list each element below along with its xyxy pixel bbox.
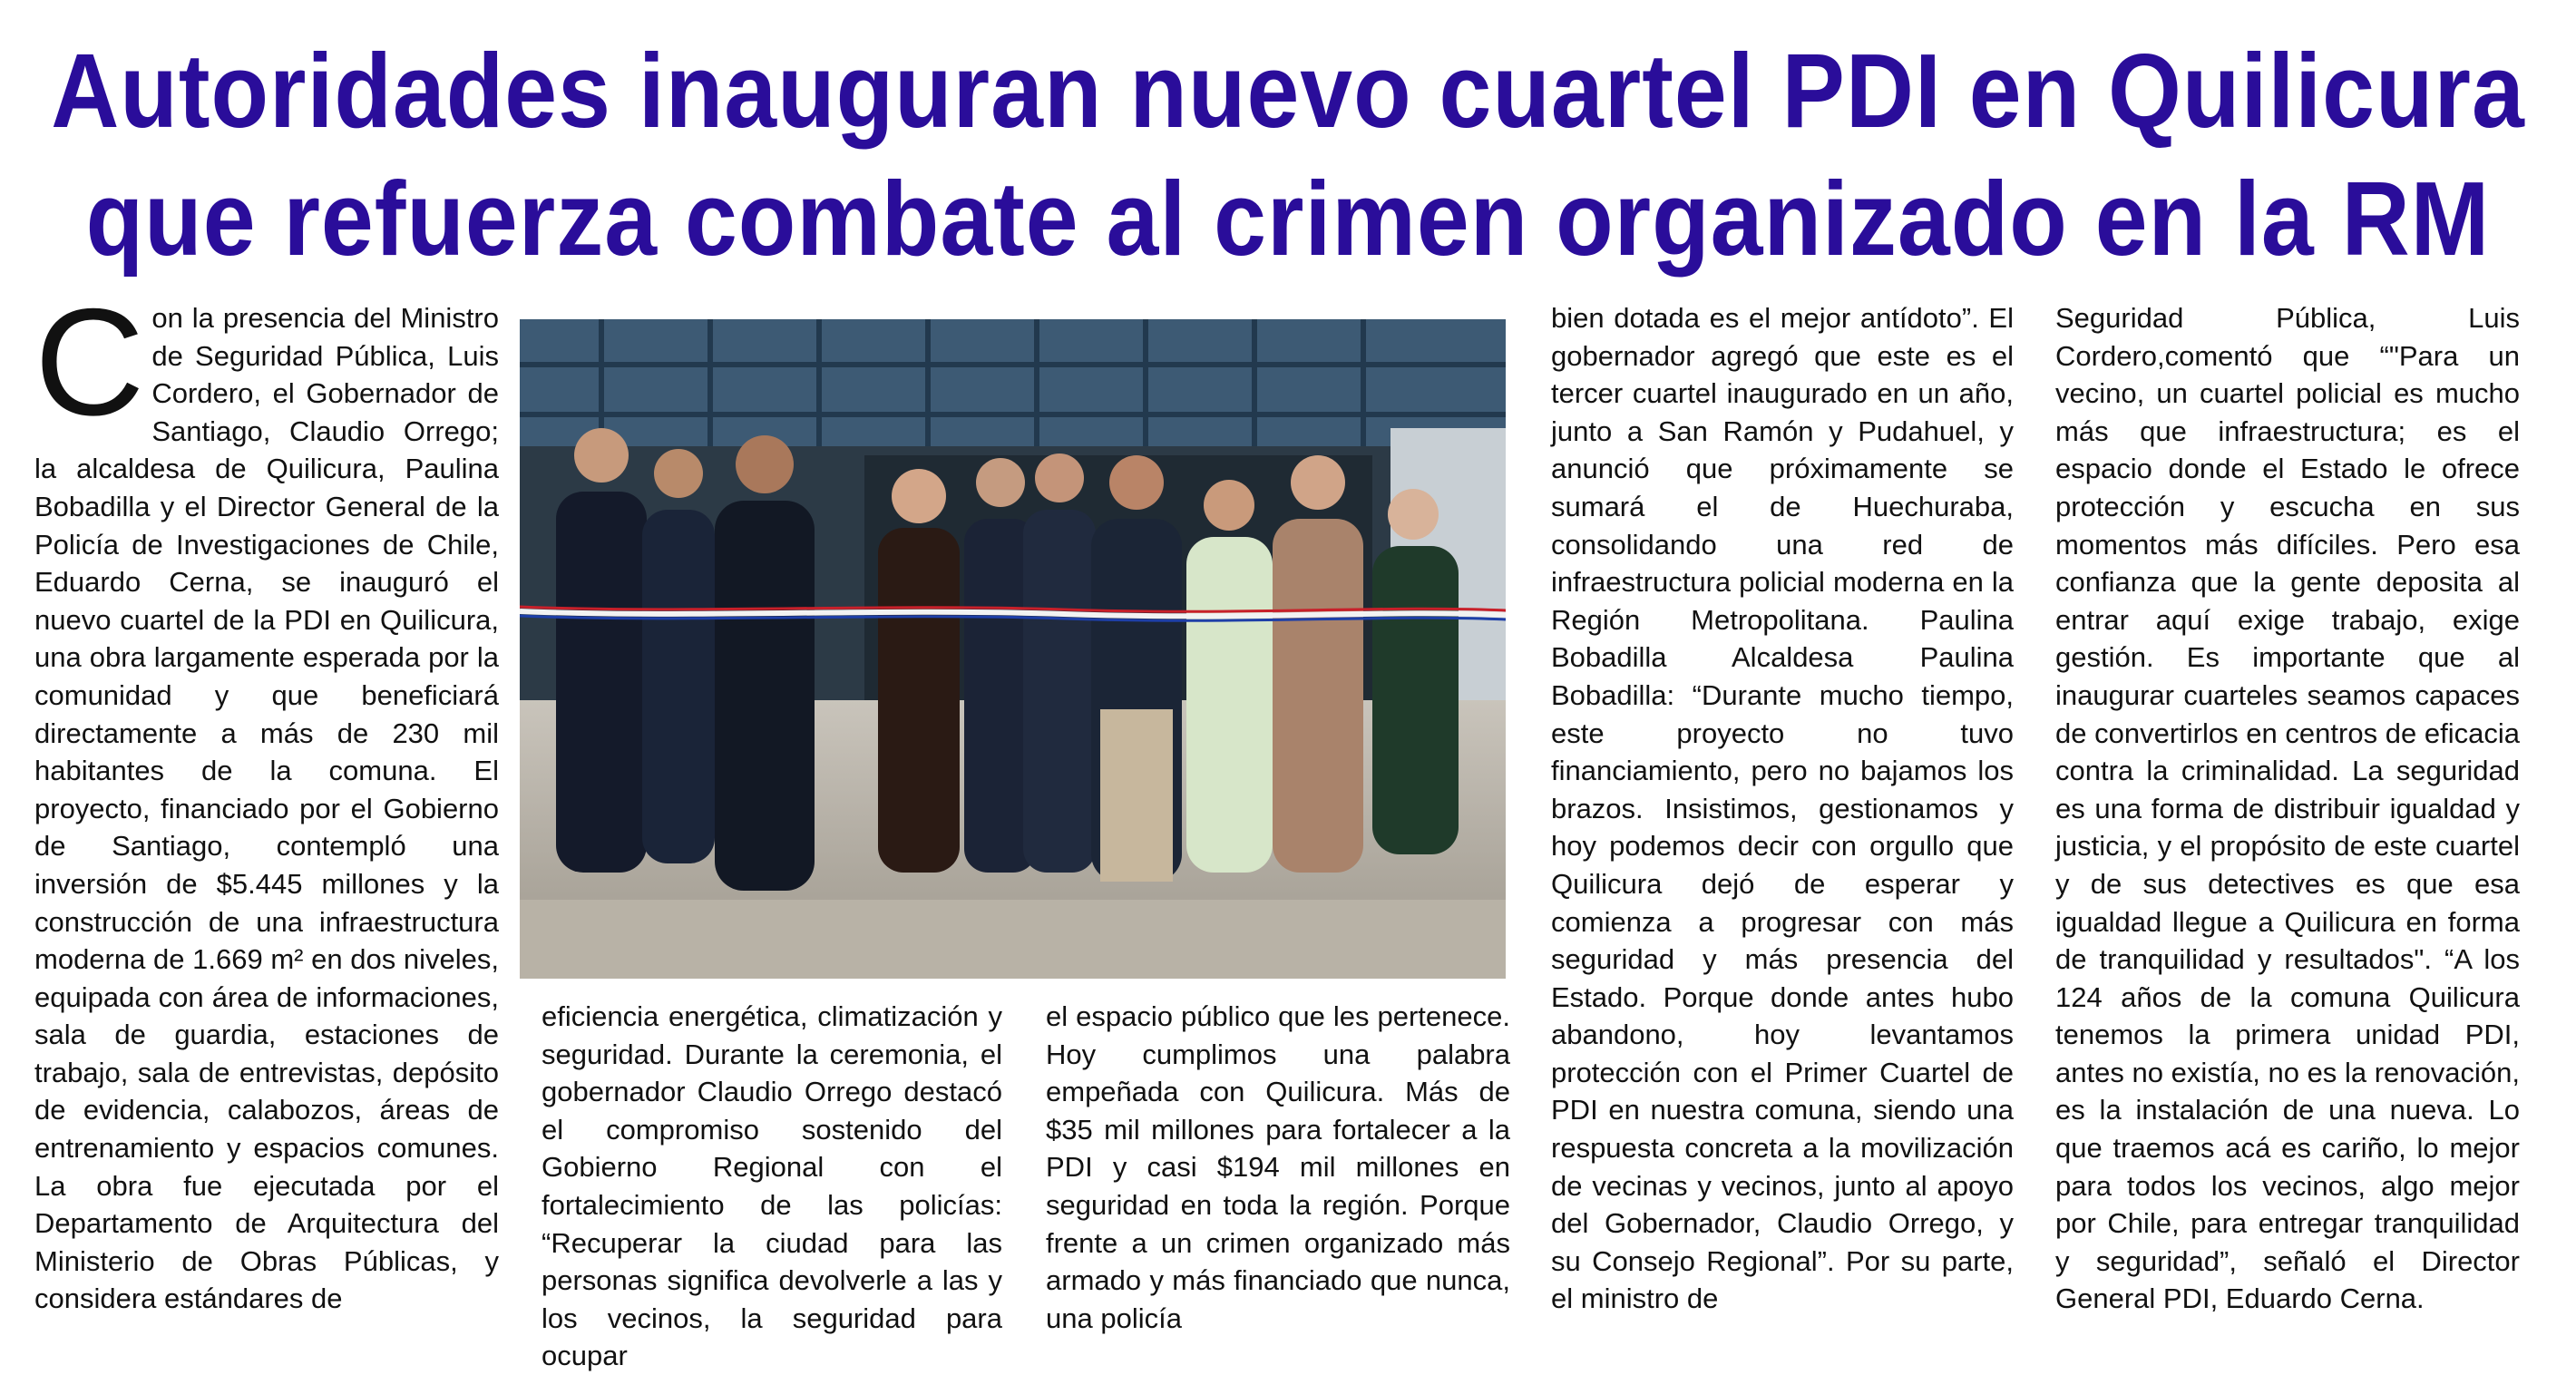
drop-cap: C <box>34 277 145 447</box>
headline-line-2: que refuerza combate al crimen organizado en la RM <box>85 160 2491 278</box>
ribbon-cutting-photo <box>520 319 1506 979</box>
column-4-text: bien dotada es el mejor antídoto”. El gobernador agregó que este es el tercer cuartel inaugurado en un año, junto a San Ramón y Pudahuel, y anunció que próximamente se sumará el de Huechuraba, consolidando una red de infraestructura policial moderna en la Región Metropolitana. Paulina Bobadilla Alcaldesa Paulina Bobadilla: “Durante mucho tiempo, este proyecto no tuvo financiamiento, pero no bajamos los brazos. Insistimos, gestionamos y hoy podemos decir con orgullo que Quilicura dejó de esperar y comienza a progresar con más seguridad y más presencia del Estado. Porque donde antes hubo abandono, hoy levantamos protección con el Primer Cuartel de PDI en nuestra comuna, siendo una respuesta concreta a la movilización de vecinas y vecinos, junto al apoyo del Gobernador, Claudio Orrego, y su Consejo Regional”. Por su parte, el ministro de <box>1551 302 2014 1315</box>
article-column-1 <box>34 277 499 1315</box>
headline-line-1: Autoridades inauguran nuevo cuartel PDI en Quilicura <box>51 32 2525 151</box>
photo-illustration <box>520 319 1506 979</box>
article-column-5 <box>2055 299 2520 1315</box>
column-5-text: Seguridad Pública, Luis Cordero,comentó que “"Para un vecino, un cuartel policial es mucho más que infraestructura; es el espacio donde el Estado le ofrece protección y escucha en sus momentos más difíciles. Pero esa confianza que la gente deposita al entrar aquí exige trabajo, exige gestión. Es importante que al inaugurar cuarteles seamos capaces de convertirlos en centros de eficacia contra la criminalidad. La seguridad es una forma de distribuir igualdad y justicia, y el propósito de este cuartel y de sus detectives es que esa igualdad llegue a Quilicura en forma de tranquilidad y resultados". “A los 124 años de la comuna Quilicura tenemos la primera unidad PDI, antes no existía, no es la renovación, es la instalación de una nueva. Lo que traemos acá es cariño, lo mejor para todos los vecinos, algo mejor por Chile, para entregar tranquilidad y seguridad”, señaló el Director General PDI, Eduardo Cerna. <box>2055 302 2520 1315</box>
column-2-text: eficiencia energética, climatización y seguridad. Durante la ceremonia, el gobernador Claudio Orrego destacó el compromiso sostenido del Gobierno Regional con el fortalecimiento de las policías: “Recuperar la ciudad para las personas significa devolverle a las y los vecinos, la seguridad para ocupar <box>542 1000 1002 1372</box>
column-3-text: el espacio público que les pertenece. Hoy cumplimos una palabra empeñada con Quilicura. Más de $35 mil millones para fortalecer a la PDI y casi $194 mil millones en seguridad en toda la región. Porque frente a un crimen organizado más armado y más financiado que nunca, una policía <box>1046 1000 1510 1334</box>
article-column-3 <box>1046 998 1510 1334</box>
article-column-2 <box>542 998 1002 1372</box>
article-column-4 <box>1551 299 2014 1315</box>
headline <box>0 27 2576 283</box>
column-1-text: on la presencia del Ministro de Seguridad Pública, Luis Cordero, el Gobernador de Santiago, Claudio Orrego; la alcaldesa de Quilicura, Paulina Bobadilla y el Director General de la Policía de Investigaciones de Chile, Eduardo Cerna, se inauguró el nuevo cuartel de la PDI en Quilicura, una obra largamente esperada por la comunidad y que beneficiará directamente a más de 230 mil habitantes de la comuna. El proyecto, financiado por el Gobierno de Santiago, contempló una inversión de $5.445 millones y la construcción de una infraestructura moderna de 1.669 m² en dos niveles, equipada con área de informaciones, sala de guardia, estaciones de trabajo, sala de entrevistas, depósito de evidencia, calabozos, áreas de entrenamiento y espacios comunes. La obra fue ejecutada por el Departamento de Arquitectura del Ministerio de Obras Públicas, y considera estándares de <box>34 302 499 1315</box>
